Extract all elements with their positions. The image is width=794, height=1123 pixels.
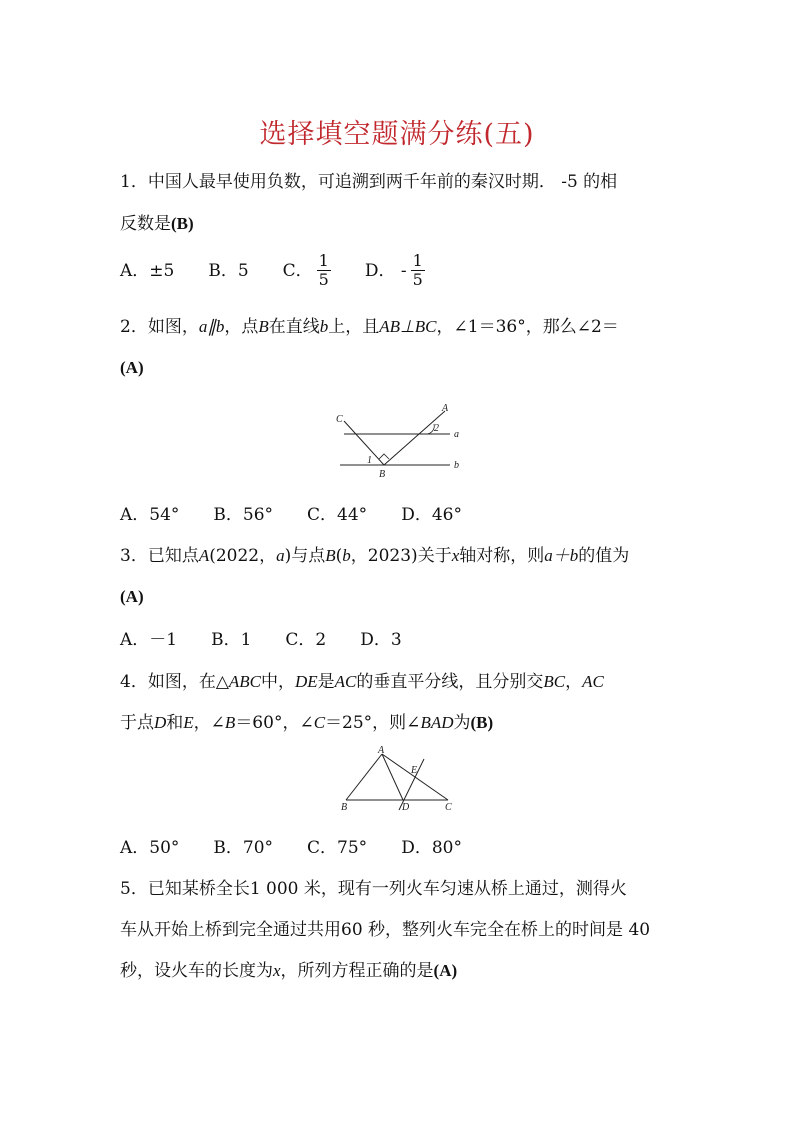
option-c: C． $\frac{1}{5}$ — [282, 251, 329, 289]
option-d: D．46° — [401, 505, 462, 525]
figure-label-b: B — [379, 469, 386, 480]
question-2-line-1: 2．如图，a∥b，点B在直线b上，且AB⊥BC，∠1＝36°，那么∠2＝ — [120, 317, 619, 337]
option-a: A．±5 — [120, 260, 175, 281]
question-1-line-1: 1．中国人最早使用负数，可追溯到两千年前的秦汉时期． -5 的相 — [120, 172, 618, 192]
question-3-options — [120, 628, 436, 652]
option-c: C．2 — [285, 630, 327, 650]
option-b: B．70° — [213, 838, 274, 858]
question-2-answer: (A) — [120, 358, 144, 377]
question-5-line-1: 5．已知某桥全长1 000 米，现有一列火车匀速从桥上通过，测得火 — [120, 879, 627, 899]
question-1-options — [120, 252, 459, 289]
figure-angle-1: 1 — [367, 455, 372, 466]
question-2-figure — [330, 400, 470, 480]
option-d: D． - $\frac{1}{5}$ — [364, 251, 423, 289]
option-c: C．75° — [307, 838, 368, 858]
option-c: C．44° — [307, 505, 368, 525]
question-4-line-1: 4．如图，在△ABC中，DE是AC的垂直平分线，且分别交BC，AC — [120, 672, 604, 692]
option-b: B．1 — [211, 630, 252, 650]
question-4-figure — [338, 745, 463, 817]
question-1-line-2: 反数是(B) — [120, 214, 194, 234]
figure-label-c: C — [336, 414, 343, 425]
question-1-answer: (B) — [171, 214, 194, 233]
figure-line-a: a — [454, 429, 459, 440]
figure-label-c: C — [445, 802, 452, 813]
option-b: B．5 — [208, 260, 249, 281]
option-a: A．54° — [120, 505, 180, 525]
question-4-options — [120, 836, 496, 860]
question-4-line-2: 于点D和E，∠B＝60°，∠C＝25°，则∠BAD为(B) — [120, 713, 494, 733]
figure-label-e: E — [411, 765, 418, 776]
question-4-answer: (B) — [470, 713, 494, 732]
question-5-answer: (A) — [433, 961, 458, 980]
figure-label-a: A — [442, 403, 449, 414]
figure-label-b: B — [341, 802, 348, 813]
figure-angle-2: 2 — [434, 423, 439, 434]
figure-label-a: A — [378, 745, 385, 756]
question-2-options — [120, 503, 496, 527]
page-title: 选择填空题满分练(五) — [259, 119, 535, 150]
question-3-answer: (A) — [120, 587, 144, 606]
option-b: B．56° — [213, 505, 274, 525]
option-d: D．3 — [360, 630, 402, 650]
option-a: A．50° — [120, 838, 180, 858]
option-a: A．－1 — [120, 630, 178, 650]
question-3-line-1: 3．已知点A(2022，a)与点B(b，2023)关于x轴对称，则a＋b的值为 — [120, 546, 630, 566]
option-d: D．80° — [401, 838, 462, 858]
figure-label-d: D — [402, 802, 410, 813]
question-5-line-2: 车从开始上桥到完全通过共用60 秒，整列火车完全在桥上的时间是 40 — [120, 920, 651, 940]
question-5-line-3: 秒，设火车的长度为x，所列方程正确的是(A) — [120, 961, 458, 981]
figure-line-b: b — [454, 460, 459, 471]
